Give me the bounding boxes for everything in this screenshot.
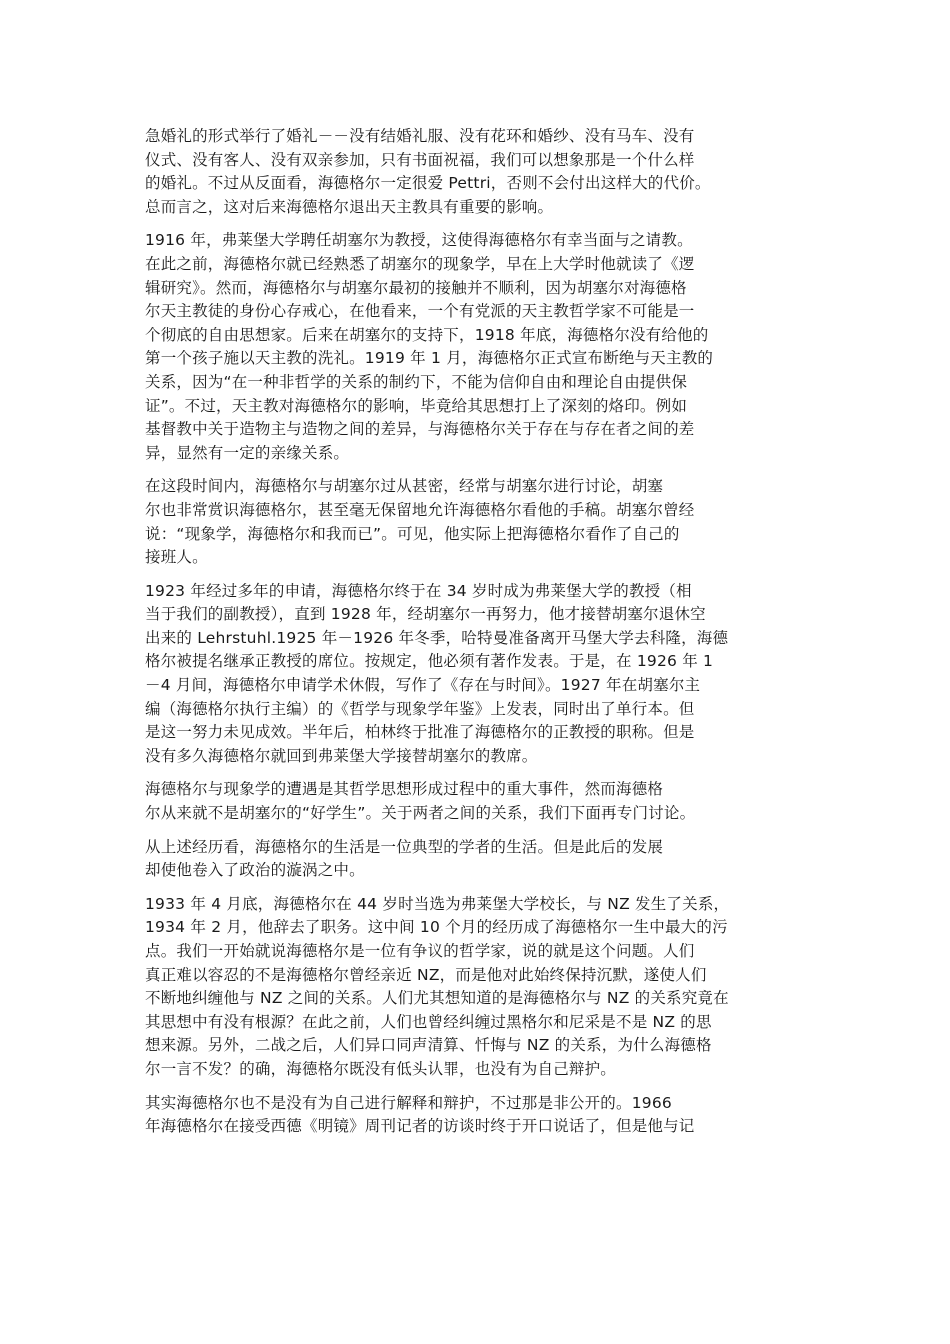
paragraph-4: 1923 年经过多年的申请，海德格尔终于在 34 岁时成为弗莱堡大学的教授（相 当于我们的副教授），直到 1928 年，经胡塞尔一再努力，他才接替胡塞尔退休空 出来的 Lehrstuhl.1925 年－1926 年冬季，哈特曼准备离开马堡大学去科隆，海德 格尔被提名继承正教授的席位。按规定，他必须有著作发表。于是，在 1926 年 1 －4 月间，海德格尔申请学术休假，写作了《存在与时间》。1927 年在胡塞尔主 编（海德格尔执行主编）的《哲学与现象学年鉴》上发表，同时出了单行本。但 是这一努力未见成效。半年后，柏林终于批准了海德格尔的正教授的职称。但是 没有多久海德格尔就回到弗莱堡大学接替胡塞尔的教席。 [145, 581, 729, 765]
paragraph-8: 其实海德格尔也不是没有为自己进行解释和辩护，不过那是非公开的。1966 年海德格尔在接受西德《明镜》周刊记者的访谈时终于开口说话了，但是他与记 [145, 1093, 695, 1136]
paragraph-2: 1916 年，弗莱堡大学聘任胡塞尔为教授，这使得海德格尔有幸当面与之请教。 在此之前，海德格尔就已经熟悉了胡塞尔的现象学，早在上大学时他就读了《逻 辑研究》。然而，海德格尔与胡塞尔最初的接触并不顺利，因为胡塞尔对海德格 尔天主教徒的身份心存戒心，在他看来，一个有党派的天主教哲学家不可能是一 个彻底的自由思想家。后来在胡塞尔的支持下，1918 年底，海德格尔没有给他的 第一个孩子施以天主教的洗礼。1919 年 1 月，海德格尔正式宣布断绝与天主教的 关系，因为“在一种非哲学的关系的制约下，不能为信仰自由和理论自由提供保 证”。不过，天主教对海德格尔的影响，毕竟给其思想打上了深刻的烙印。例如 基督教中关于造物主与造物之间的差异，与海德格尔关于存在与存在者之间的差 异，显然有一定的亲缘关系。 [145, 231, 714, 462]
paragraph-1: 急婚礼的形式举行了婚礼－－没有结婚礼服、没有花环和婚纱、没有马车、没有 仪式、没有客人、没有双亲参加，只有书面祝福，我们可以想象那是一个什么样 的婚礼。不过从反面看，海德格尔一定很爱 Pettri，否则不会付出这样大的代价。 总而言之，这对后来海德格尔退出天主教具有重要的影响。 [145, 127, 711, 216]
text-column [145, 125, 760, 1149]
paragraph-5: 海德格尔与现象学的遭遇是其哲学思想形成过程中的重大事件，然而海德格 尔从来就不是胡塞尔的“好学生”。关于两者之间的关系，我们下面再专门讨论。 [145, 780, 696, 823]
paragraph-6: 从上述经历看，海德格尔的生活是一位典型的学者的生活。但是此后的发展 却使他卷入了政治的漩涡之中。 [145, 837, 664, 880]
paragraph-3: 在这段时间内，海德格尔与胡塞尔过从甚密，经常与胡塞尔进行讨论，胡塞 尔也非常赏识海德格尔，甚至毫无保留地允许海德格尔看他的手稿。胡塞尔曾经 说：“现象学，海德格尔和我而已”。可见，他实际上把海德格尔看作了自己的 接班人。 [145, 477, 695, 567]
paragraph-7: 1933 年 4 月底，海德格尔在 44 岁时当选为弗莱堡大学校长，与 NZ 发生了关系， 1934 年 2 月，他辞去了职务。这中间 10 个月的经历成了海德格尔一生中最大的污 点。我们一开始就说海德格尔是一位有争议的哲学家，说的就是这个问题。人们 真正难以容忍的不是海德格尔曾经亲近 NZ，而是他对此始终保持沉默，遂使人们 不断地纠缠他与 NZ 之间的关系。人们尤其想知道的是海德格尔与 NZ 的关系究竟在 其思想中有没有根源？在此之前，人们也曾经纠缠过黑格尔和尼采是不是 NZ 的思 想来源。另外，二战之后，人们异口同声清算、忏悔与 NZ 的关系，为什么海德格 尔一言不发？的确，海德格尔既没有低头认罪，也没有为自己辩护。 [145, 894, 730, 1078]
